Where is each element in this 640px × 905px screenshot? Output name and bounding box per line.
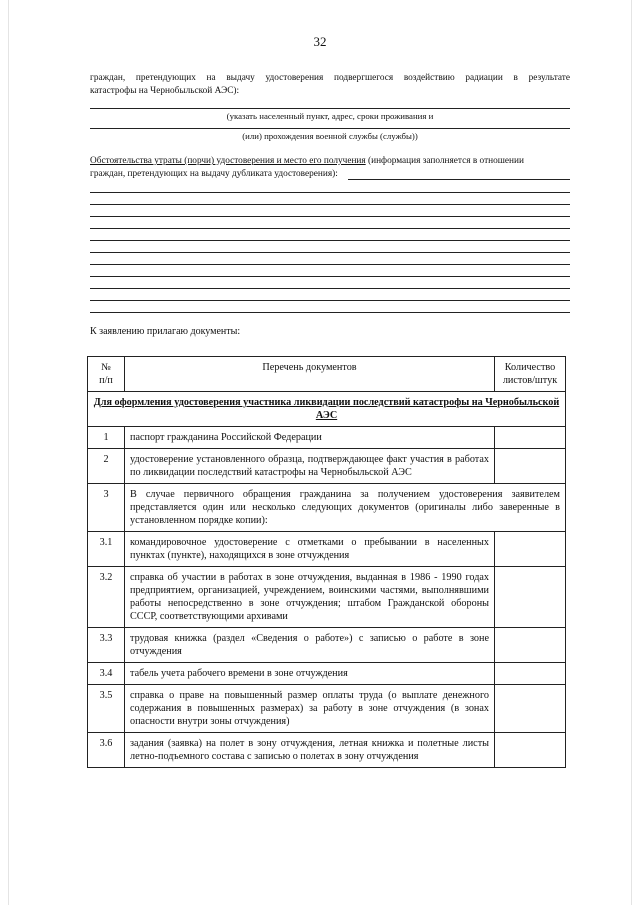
table-row — [88, 685, 566, 733]
row-document: справка о праве на повышенный размер оплаты труда (о выплате денежного содержания в повышенных размерах) за работу в зоне отчуждения (в зонах опасности внутри зоны отчуждения) — [125, 685, 495, 733]
table-row — [88, 449, 566, 484]
row-number: 3 — [88, 484, 125, 532]
fill-line-8 — [90, 276, 570, 277]
caption-service: (или) прохождения военной службы (службы)) — [242, 131, 418, 141]
header-number: № п/п — [88, 357, 125, 392]
section-row — [88, 392, 566, 427]
table-row — [88, 733, 566, 768]
fill-line-11 — [90, 312, 570, 313]
table-row — [88, 567, 566, 628]
row-quantity-cell[interactable] — [495, 567, 566, 628]
caption-residence: (указать населенный пункт, адрес, сроки проживания и — [226, 111, 434, 121]
row-number: 2 — [88, 449, 125, 484]
header-document-list: Перечень документов — [125, 357, 495, 392]
fill-line-4 — [90, 228, 570, 229]
row-quantity-cell[interactable] — [495, 449, 566, 484]
intro-line-2: катастрофы на Чернобыльской АЭС): — [90, 86, 240, 96]
fill-line-service — [90, 128, 570, 129]
fill-line-0 — [348, 179, 570, 180]
scan-edge-left — [8, 0, 9, 905]
section-title: Для оформления удостоверения участника ликвидации последствий катастрофы на Чернобыльской АЭС — [88, 392, 566, 427]
row-quantity-cell[interactable] — [495, 685, 566, 733]
row-number: 3.2 — [88, 567, 125, 628]
table-row — [88, 628, 566, 663]
header-quantity: Количество листов/штук — [495, 357, 566, 392]
row-number: 3.4 — [88, 663, 125, 685]
fill-line-3 — [90, 216, 570, 217]
fill-line-5 — [90, 240, 570, 241]
row-quantity-cell[interactable] — [495, 532, 566, 567]
fill-line-9 — [90, 288, 570, 289]
row-document: табель учета рабочего времени в зоне отчуждения — [125, 663, 495, 685]
row-document: паспорт гражданина Российской Федерации — [125, 427, 495, 449]
circumstances-line-2: граждан, претендующих на выдачу дубликата удостоверения): — [90, 169, 338, 179]
row-document: командировочное удостоверение с отметками о пребывании в населенных пунктах (пункте), находящихся в зоне отчуждения — [125, 532, 495, 567]
row-number: 3.5 — [88, 685, 125, 733]
intro-paragraph — [90, 72, 570, 98]
table-header-row — [88, 357, 566, 392]
circumstances-note: (информация заполняется в отношении — [365, 156, 524, 166]
documents-table — [87, 356, 566, 768]
intro-line-1: граждан, претендующих на выдачу удостоверения подвергшегося воздействию радиации в результате — [90, 73, 570, 83]
fill-line-6 — [90, 252, 570, 253]
fill-line-2 — [90, 204, 570, 205]
row-document: В случае первичного обращения гражданина за получением удостоверения заявителем представляется один или несколько следующих документов (оригиналы либо заверенные в установленном порядке копии): — [125, 484, 566, 532]
table-row — [88, 484, 566, 532]
circumstances-paragraph — [90, 155, 572, 181]
table-row — [88, 427, 566, 449]
row-document: удостоверение установленного образца, подтверждающее факт участия в работах по ликвидации последствий катастрофы на Чернобыльской АЭС — [125, 449, 495, 484]
table-row — [88, 663, 566, 685]
circumstances-heading: Обстоятельства утраты (порчи) удостоверения и место его получения — [90, 156, 366, 166]
scan-edge-right — [631, 0, 632, 905]
row-document: трудовая книжка (раздел «Сведения о работе») с записью о работе в зоне отчуждения — [125, 628, 495, 663]
row-quantity-cell[interactable] — [495, 663, 566, 685]
row-number: 3.1 — [88, 532, 125, 567]
row-number: 1 — [88, 427, 125, 449]
page-number: 32 — [313, 34, 327, 49]
row-quantity-cell[interactable] — [495, 427, 566, 449]
fill-line-residence — [90, 108, 570, 109]
row-quantity-cell[interactable] — [495, 628, 566, 663]
fill-line-1 — [90, 192, 570, 193]
row-document: задания (заявка) на полет в зону отчуждения, летная книжка и полетные листы летно-подъемного состава с записью о полетах в зону отчуждения — [125, 733, 495, 768]
attachments-label: К заявлению прилагаю документы: — [90, 326, 241, 337]
fill-line-10 — [90, 300, 570, 301]
row-number: 3.3 — [88, 628, 125, 663]
table-row — [88, 532, 566, 567]
fill-line-7 — [90, 264, 570, 265]
row-document: справка об участии в работах в зоне отчуждения, выданная в 1986 - 1990 годах предприятием, организацией, учреждением, воинскими частями, выполнявшими работы непосредственно в зоне отчуждения; штабом Гражданской обороны СССР, соответствующими архивами — [125, 567, 495, 628]
row-number: 3.6 — [88, 733, 125, 768]
row-quantity-cell[interactable] — [495, 733, 566, 768]
